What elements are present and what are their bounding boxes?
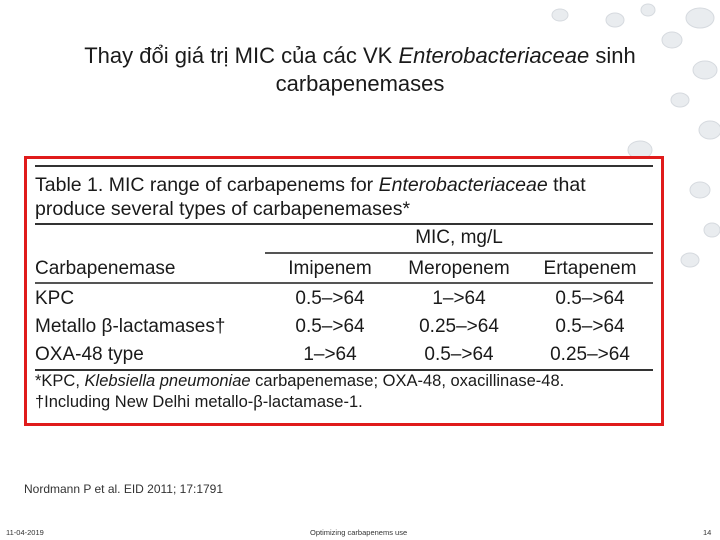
row-kpc-imipenem: 0.5–>64 — [295, 288, 365, 309]
col-header-meropenem: Meropenem — [408, 258, 510, 279]
caption-italic-term: Enterobacteriaceae — [378, 174, 548, 196]
slide-title — [40, 42, 680, 98]
col-header-carbapenemase: Carbapenemase — [35, 258, 176, 279]
title-line-2: carbapenemases — [275, 71, 445, 96]
footnote-1-text-end: carbapenemase; OXA-48, oxacillinase-48. — [250, 372, 565, 390]
footer-date: 11-04-2019 — [6, 528, 44, 537]
row-kpc-meropenem: 1–>64 — [432, 288, 486, 309]
footnote-2: †Including New Delhi metallo-β-lactamase-1. — [35, 393, 363, 411]
row-metallo-label: Metallo β-lactamases† — [35, 316, 226, 337]
footnote-1-text: *KPC, — [35, 372, 85, 390]
row-oxa48-label: OXA-48 type — [35, 344, 144, 365]
caption-text-end: that produce several types of carbapenemases* — [35, 174, 586, 220]
caption-text: Table 1. MIC range of carbapenems for — [35, 174, 379, 196]
footnote-1-italic: Klebsiella pneumoniae — [84, 372, 251, 390]
col-header-ertapenem: Ertapenem — [543, 258, 637, 279]
row-kpc-label: KPC — [35, 288, 75, 309]
footnote-1 — [35, 371, 655, 392]
caption-rule — [35, 223, 653, 225]
citation-reference: Nordmann P et al. EID 2011; 17:1791 — [24, 482, 224, 496]
table-caption — [35, 173, 653, 221]
row-oxa48-ertapenem: 0.25–>64 — [550, 344, 630, 365]
title-text-end: sinh — [589, 43, 636, 68]
mic-table-frame — [24, 156, 664, 426]
header-rule — [35, 282, 653, 284]
col-header-imipenem: Imipenem — [288, 258, 372, 279]
row-oxa48-imipenem: 1–>64 — [303, 344, 357, 365]
row-metallo-ertapenem: 0.5–>64 — [555, 316, 625, 337]
footer-title: Optimizing carbapenems use — [310, 528, 408, 537]
table-top-rule — [35, 165, 653, 167]
group-header-mic: MIC, mg/L — [415, 227, 503, 248]
title-italic-term: Enterobacteriaceae — [398, 43, 590, 68]
group-header-rule — [265, 252, 653, 254]
table-footnotes — [35, 371, 655, 413]
title-line-1 — [40, 42, 680, 70]
row-metallo-imipenem: 0.5–>64 — [295, 316, 365, 337]
row-kpc-ertapenem: 0.5–>64 — [555, 288, 625, 309]
footer-page-number: 14 — [703, 528, 712, 537]
title-text: Thay đổi giá trị MIC của các VK — [84, 43, 399, 68]
row-metallo-meropenem: 0.25–>64 — [419, 316, 499, 337]
row-oxa48-meropenem: 0.5–>64 — [424, 344, 494, 365]
